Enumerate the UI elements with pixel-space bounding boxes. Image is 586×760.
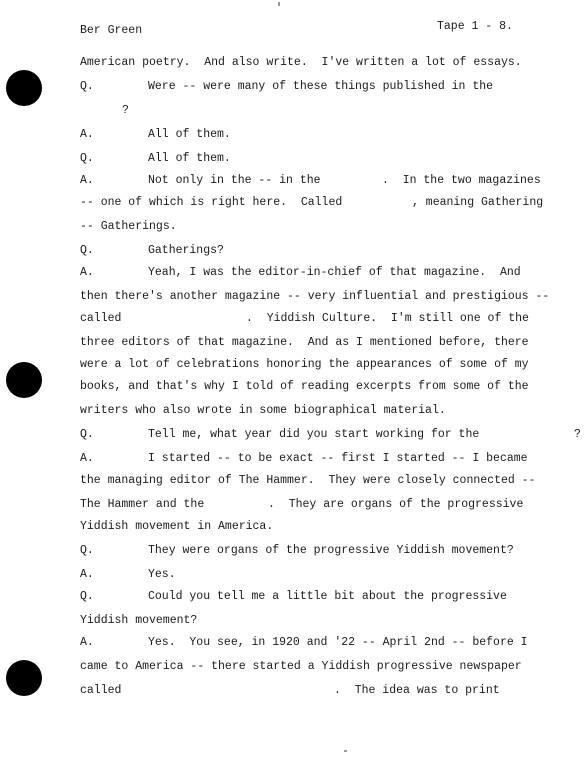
speaker-marker: Q.	[80, 80, 94, 93]
scan-speck	[278, 2, 280, 6]
speaker-marker: Q.	[80, 428, 94, 441]
transcript-text: I started -- to be exact -- first I started -- I became	[148, 452, 528, 465]
speaker-marker: Q.	[80, 244, 94, 257]
transcript-text: were a lot of celebrations honoring the appearances of some of my	[80, 358, 529, 371]
transcript-text: American poetry. And also write. I've written a lot of essays.	[80, 56, 522, 69]
speaker-marker: Q.	[80, 152, 94, 165]
transcript-text: called	[80, 684, 122, 697]
transcript-text: -- one of which is right here. Called	[80, 196, 343, 209]
speaker-marker: A.	[80, 266, 94, 279]
transcript-text: They were organs of the progressive Yiddish movement?	[148, 544, 514, 557]
transcript-text: , meaning Gathering	[412, 196, 544, 209]
binder-hole-top	[6, 70, 42, 106]
transcript-text: the managing editor of The Hammer. They were closely connected --	[80, 474, 536, 487]
tape-label: Tape 1 - 8.	[437, 20, 513, 33]
transcript-text: Yeah, I was the editor-in-chief of that magazine. And	[148, 266, 521, 279]
binder-hole-middle	[6, 362, 42, 398]
transcript-text: came to America -- there started a Yiddish progressive newspaper	[80, 660, 522, 673]
speaker-marker: A.	[80, 174, 94, 187]
speaker-marker: A.	[80, 636, 94, 649]
speaker-marker: A.	[80, 128, 94, 141]
transcript-text: Could you tell me a little bit about the progressive	[148, 590, 507, 603]
transcript-text: books, and that's why I told of reading excerpts from some of the	[80, 380, 529, 393]
transcript-text: . In the two magazines	[382, 174, 541, 187]
transcript-text: All of them.	[148, 128, 231, 141]
transcript-text: The Hammer and the	[80, 498, 205, 511]
transcript-text: Yes. You see, in 1920 and '22 -- April 2nd -- before I	[148, 636, 528, 649]
transcript-text: three editors of that magazine. And as I mentioned before, there	[80, 336, 529, 349]
transcript-text: Yiddish movement in America.	[80, 520, 274, 533]
transcript-text: -- Gatherings.	[80, 220, 177, 233]
transcript-text: Not only in the -- in the	[148, 174, 321, 187]
speaker-marker: A.	[80, 452, 94, 465]
scan-speck	[344, 750, 347, 752]
transcript-text: . The idea was to print	[334, 684, 500, 697]
speaker-marker: Q.	[80, 544, 94, 557]
transcript-text: ?	[574, 428, 581, 441]
binder-hole-bottom	[6, 660, 42, 696]
transcript-text: Were -- were many of these things published in the	[148, 80, 494, 93]
transcript-text: . They are organs of the progressive	[268, 498, 524, 511]
transcript-text: called	[80, 312, 122, 325]
transcript-text: All of them.	[148, 152, 231, 165]
speaker-marker: A.	[80, 568, 94, 581]
transcript-text: Yes.	[148, 568, 176, 581]
transcript-text: Tell me, what year did you start working for the	[148, 428, 480, 441]
transcript-text: Gatherings?	[148, 244, 224, 257]
transcript-text: Yiddish movement?	[80, 614, 198, 627]
transcript-text: then there's another magazine -- very influential and prestigious --	[80, 290, 550, 303]
speaker-name: Ber Green	[80, 24, 143, 37]
speaker-marker: Q.	[80, 590, 94, 603]
transcript-text: ?	[122, 104, 129, 117]
transcript-text: writers who also wrote in some biographical material.	[80, 404, 446, 417]
transcript-text: . Yiddish Culture. I'm still one of the	[246, 312, 529, 325]
